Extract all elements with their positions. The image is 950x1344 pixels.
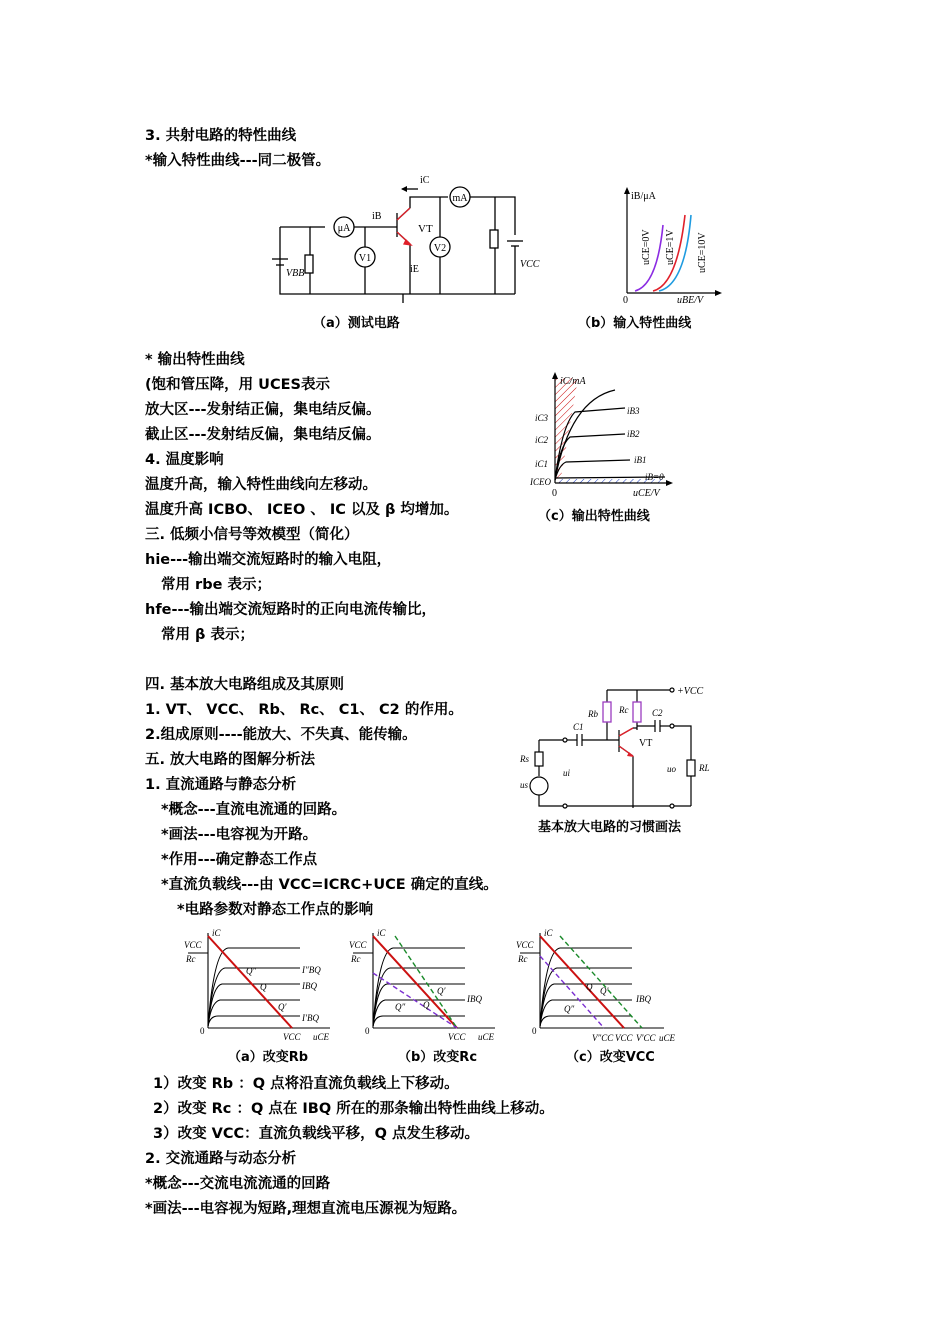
change-vcc-note: 3）改变 VCC：直流负载线平移，Q 点发生移动。	[153, 1126, 480, 1142]
cutoff-region-note: 截止区---发射结反偏，集电结反偏。	[145, 427, 381, 443]
graphical-analysis-heading: 五. 放大电路的图解分析法	[145, 752, 316, 768]
svg-text:I″BQ: I″BQ	[302, 965, 321, 975]
output-curve-heading: * 输出特性曲线	[145, 352, 245, 368]
svg-text:uCE=1V: uCE=1V	[665, 229, 676, 265]
svg-text:IBQ: IBQ	[467, 994, 482, 1004]
amplifier-heading: 四. 基本放大电路组成及其原则	[145, 677, 345, 693]
input-curve-note: *输入特性曲线---同二极管。	[145, 153, 331, 169]
small-signal-heading: 三. 低频小信号等效模型（简化）	[145, 527, 359, 543]
svg-text:uCE=0V: uCE=0V	[641, 229, 652, 265]
svg-text:mA: mA	[452, 193, 468, 204]
svg-text:iC: iC	[212, 928, 221, 938]
svg-text:ICEO: ICEO	[530, 477, 551, 487]
svg-text:Q″: Q″	[246, 966, 257, 976]
svg-text:iB2: iB2	[627, 429, 640, 439]
svg-text:iB/μA: iB/μA	[631, 191, 656, 202]
svg-text:VCC: VCC	[349, 940, 367, 950]
param-influence: *电路参数对静态工作点的影响	[177, 902, 374, 918]
svg-text:I′BQ: I′BQ	[302, 1013, 319, 1023]
svg-text:Q″: Q″	[395, 1002, 406, 1012]
svg-text:iC2: iC2	[535, 435, 549, 445]
svg-text:V′CC: V′CC	[636, 1033, 656, 1043]
svg-text:Rc: Rc	[619, 705, 629, 715]
svg-text:VT: VT	[418, 223, 433, 235]
svg-text:VCC: VCC	[184, 940, 202, 950]
svg-text:iC: iC	[377, 928, 386, 938]
output-curve-caption: （c）输出特性曲线	[538, 509, 650, 524]
svg-text:Q: Q	[423, 1000, 430, 1010]
svg-text:iC: iC	[544, 928, 553, 938]
component-roles: 1. VT、 VCC、 Rb、 Rc、 C1、 C2 的作用。	[145, 702, 463, 718]
section-title-characteristics: 3. 共射电路的特性曲线	[145, 128, 297, 144]
ac-concept: *概念---交流电流流通的回路	[145, 1176, 331, 1192]
svg-text:Q″: Q″	[564, 1004, 575, 1014]
svg-text:iC3: iC3	[535, 413, 549, 423]
svg-text:VT: VT	[639, 738, 653, 749]
svg-text:Q′: Q′	[600, 986, 609, 996]
svg-text:VCC: VCC	[516, 940, 534, 950]
load-line-change-vcc	[512, 928, 677, 1046]
svg-text:Rs: Rs	[520, 754, 529, 764]
dc-path-heading: 1. 直流通路与静态分析	[145, 777, 297, 793]
svg-text:IBQ: IBQ	[302, 981, 317, 991]
svg-text:uCE=10V: uCE=10V	[697, 232, 708, 273]
beta-note: 常用 β 表示；	[161, 627, 254, 643]
svg-text:μA: μA	[337, 223, 351, 234]
svg-text:iB: iB	[372, 211, 382, 222]
svg-text:0: 0	[532, 1026, 537, 1036]
svg-text:VCC: VCC	[615, 1033, 633, 1043]
svg-text:Rc: Rc	[186, 954, 196, 964]
svg-text:us: us	[520, 780, 529, 790]
svg-text:+VCC: +VCC	[677, 686, 704, 697]
svg-text:uBE/V: uBE/V	[677, 295, 704, 306]
svg-text:uCE: uCE	[659, 1033, 676, 1043]
svg-text:Q: Q	[260, 982, 267, 992]
test-circuit-caption: （a）测试电路	[313, 316, 400, 331]
change-rb-caption: （a）改变Rb	[228, 1050, 309, 1065]
svg-text:uCE/V: uCE/V	[633, 488, 660, 499]
input-characteristic-chart	[615, 185, 725, 305]
temperature-note-2: 温度升高 ICBO、 ICEO 、 IC 以及 β 均增加。	[145, 502, 459, 518]
rbe-note: 常用 rbe 表示；	[161, 577, 271, 593]
svg-text:V2: V2	[433, 243, 447, 254]
svg-text:uCE: uCE	[313, 1032, 330, 1042]
amplifier-circuit-caption: 基本放大电路的习惯画法	[538, 820, 682, 835]
svg-text:iE: iE	[410, 264, 419, 275]
svg-text:IBQ: IBQ	[636, 994, 651, 1004]
temperature-heading: 4. 温度影响	[145, 452, 224, 468]
output-characteristic-chart	[530, 370, 680, 505]
svg-text:0: 0	[623, 295, 628, 306]
svg-text:Q: Q	[586, 982, 593, 992]
dc-drawing: *画法---电容视为开路。	[161, 827, 318, 843]
svg-text:0: 0	[552, 488, 557, 499]
svg-text:VCC: VCC	[283, 1032, 301, 1042]
svg-text:Rc: Rc	[518, 954, 528, 964]
svg-text:0: 0	[200, 1026, 205, 1036]
svg-text:C1: C1	[573, 722, 584, 732]
svg-text:Rb: Rb	[588, 709, 598, 719]
dc-concept: *概念---直流电流通的回路。	[161, 802, 347, 818]
svg-text:VBB: VBB	[286, 268, 305, 279]
svg-text:iB1: iB1	[634, 455, 647, 465]
svg-text:iC: iC	[420, 175, 430, 186]
svg-text:iC1: iC1	[535, 459, 549, 469]
svg-text:VCC: VCC	[520, 259, 540, 270]
load-line-change-rc	[345, 928, 505, 1043]
svg-text:uCE: uCE	[478, 1032, 495, 1042]
svg-text:iC/mA: iC/mA	[560, 376, 586, 387]
svg-text:Rc: Rc	[351, 954, 361, 964]
load-line-change-rb	[180, 928, 340, 1043]
temperature-note-1: 温度升高，输入特性曲线向左移动。	[145, 477, 377, 493]
svg-text:iB3: iB3	[627, 406, 640, 416]
svg-text:iB=0: iB=0	[645, 472, 664, 482]
change-rb-note: 1）改变 Rb ：Q 点将沿直流负载线上下移动。	[153, 1076, 459, 1092]
svg-text:RL: RL	[699, 763, 710, 773]
basic-amplifier-circuit	[515, 680, 715, 815]
design-principle: 2.组成原则----能放大、不失真、能传输。	[145, 727, 417, 743]
dc-purpose: *作用---确定静态工作点	[161, 852, 318, 868]
svg-text:ui: ui	[563, 768, 571, 778]
ac-path-heading: 2. 交流通路与动态分析	[145, 1151, 297, 1167]
change-rc-caption: （b）改变Rc	[398, 1050, 478, 1065]
ac-drawing: *画法---电容视为短路,理想直流电压源视为短路。	[145, 1201, 467, 1217]
hie-definition: hie---输出端交流短路时的输入电阻，	[145, 552, 392, 568]
svg-text:V1: V1	[358, 253, 372, 264]
change-vcc-caption: （c）改变VCC	[566, 1050, 655, 1065]
svg-text:uo: uo	[667, 764, 676, 774]
dc-load-line: *直流负载线---由 VCC=ICRC+UCE 确定的直线。	[161, 877, 498, 893]
svg-text:VCC: VCC	[448, 1032, 466, 1042]
hfe-definition: hfe---输出端交流短路时的正向电流传输比，	[145, 602, 437, 618]
svg-text:Q′: Q′	[437, 986, 446, 996]
test-circuit-diagram	[270, 175, 540, 305]
input-curve-caption: （b）输入特性曲线	[578, 316, 692, 331]
change-rc-note: 2）改变 Rc ：Q 点在 IBQ 所在的那条输出特性曲线上移动。	[153, 1101, 554, 1117]
saturation-note: (饱和管压降，用 UCES表示	[145, 377, 330, 393]
svg-text:V″CC: V″CC	[592, 1033, 614, 1043]
svg-text:C2: C2	[652, 708, 663, 718]
svg-text:0: 0	[365, 1026, 370, 1036]
active-region-note: 放大区---发射结正偏，集电结反偏。	[145, 402, 381, 418]
svg-text:Q′: Q′	[278, 1002, 287, 1012]
